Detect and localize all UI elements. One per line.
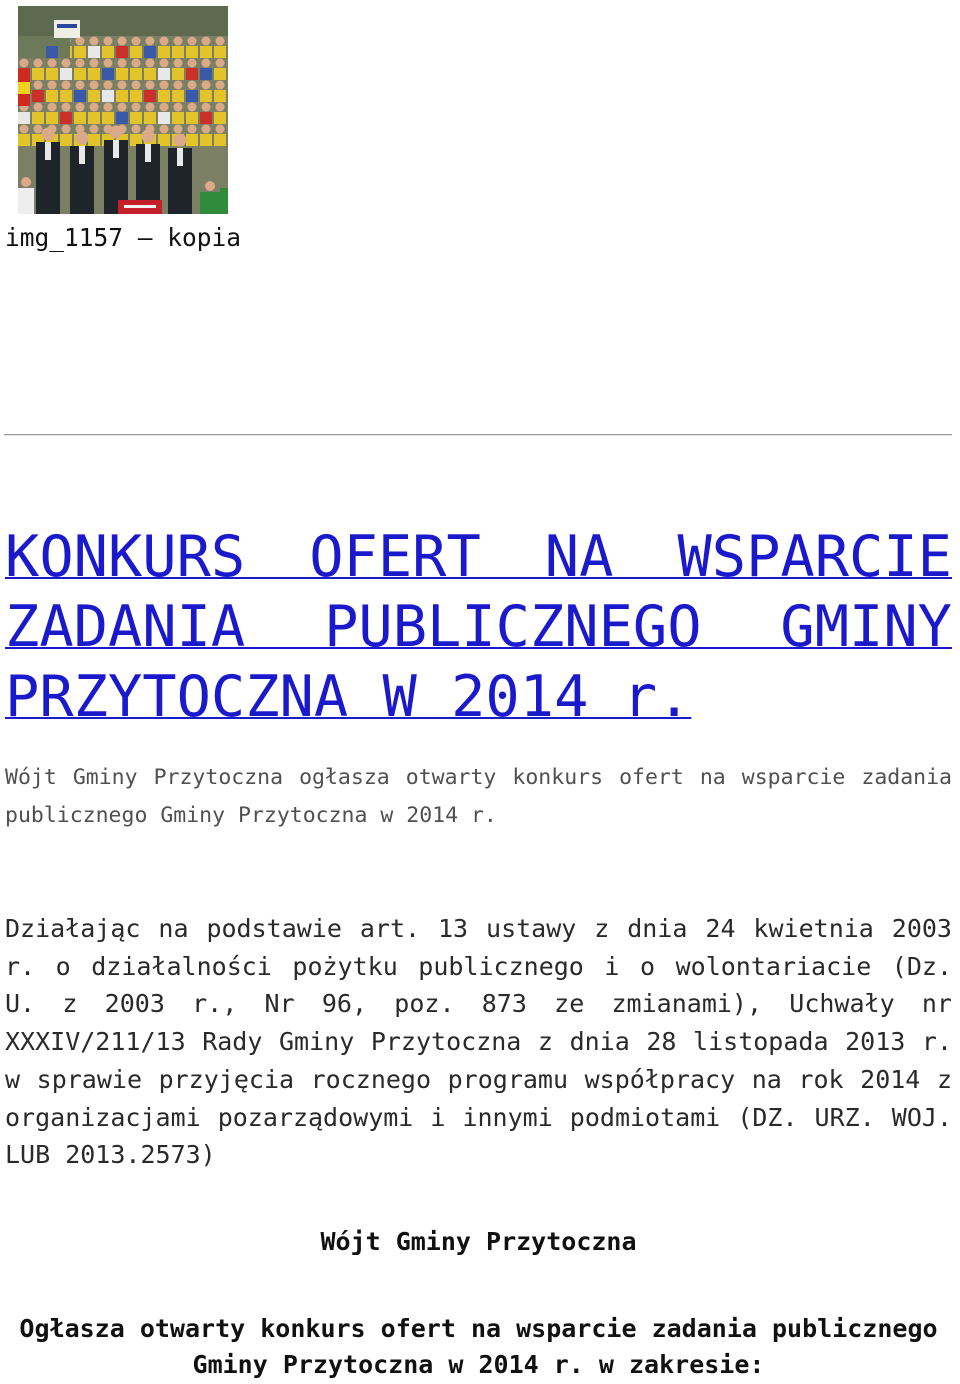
hall-wall-lower [18,36,70,58]
sign-board [54,20,80,38]
article-title [5,522,952,732]
sign-stripe [57,24,77,28]
flag-stripe [18,82,30,94]
issuer-heading: Wójt Gminy Przytoczna [320,1227,637,1256]
legal-basis-paragraph: Działając na podstawie art. 13 ustawy z dnia 24 kwietnia 2003 r. o działalności pożytku publicznego i o wolontariacie (Dz. U. z 2003 r., Nr 96, poz. 873 ze zmianami), Uchwały nr XXXIV/211/13 Rady Gminy Przytoczna z dnia 28 listopada 2013 r. w sprawie przyjęcia rocznego programu współpracy na rok 2014 z organizacjami pozarządowymi i innymi podmiotami (DZ. URZ. WOJ. LUB 2013.2573) [5,914,952,1170]
photo-caption: img_1157 – kopia [5,223,242,252]
article-lead: Wójt Gminy Przytoczna ogłasza otwarty konkurs ofert na wsparcie zadania publicznego Gminy Przytoczna w 2014 r. [5,765,952,828]
article-title-link[interactable]: KONKURS OFERT NA WSPARCIE ZADANIA PUBLICZNEGO GMINY PRZYTOCZNA W 2014 r. [5,524,952,730]
article-photo [18,6,228,214]
horizontal-divider [4,434,952,436]
child-white-shirt [18,188,34,214]
hall-wall [18,6,228,36]
announcement-heading: Ogłasza otwarty konkurs ofert na wsparcie zadania publicznego Gminy Przytoczna w 2014 r. w zakresie: [19,1314,938,1379]
banner-lettering [124,205,156,208]
